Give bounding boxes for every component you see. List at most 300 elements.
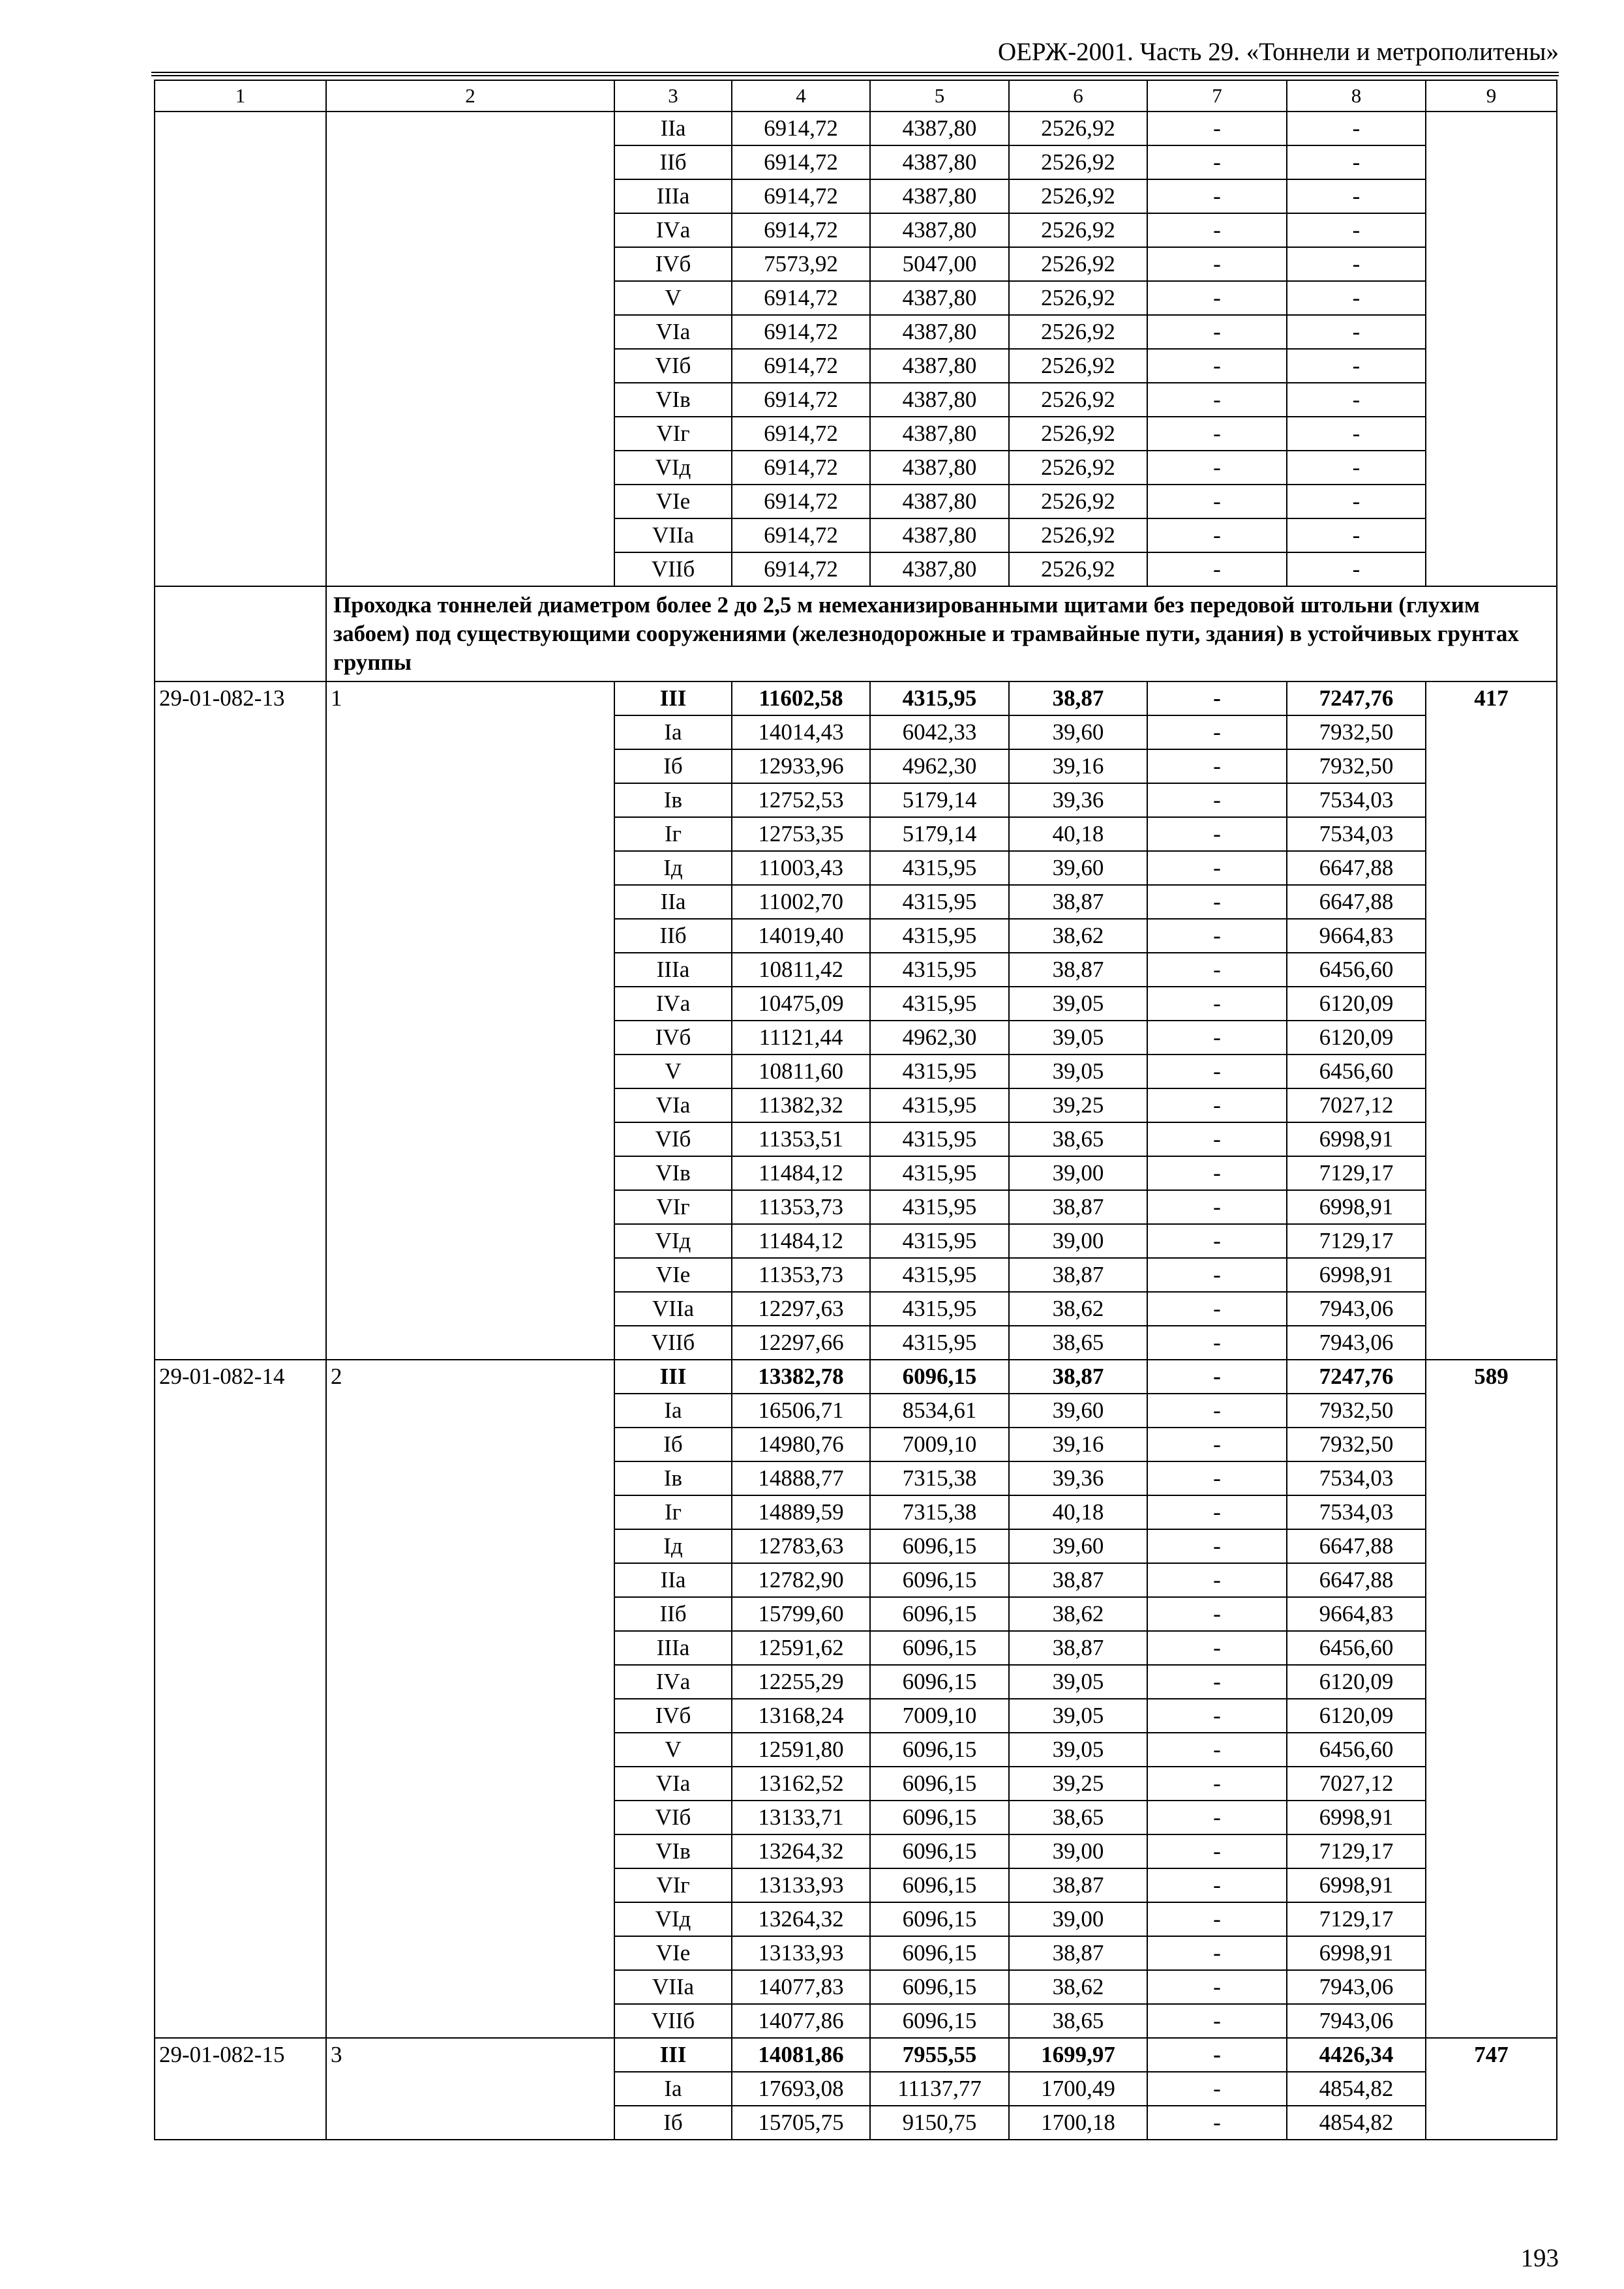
table-cell: -: [1147, 715, 1287, 749]
table-cell: -: [1147, 1970, 1287, 2004]
table-cell: 13162,52: [732, 1767, 870, 1801]
table-cell: 2526,92: [1009, 112, 1147, 145]
rate-code-cell: 29-01-082-13: [155, 681, 326, 1360]
rate-code-cell: 29-01-082-14: [155, 1360, 326, 2038]
table-cell: -: [1147, 247, 1287, 281]
table-row: [155, 112, 1557, 145]
table-cell: 12591,62: [732, 1631, 870, 1665]
table-cell: 9664,83: [1287, 1597, 1426, 1631]
unit-cell: 417: [1426, 681, 1557, 1360]
table-cell: 4854,82: [1287, 2106, 1426, 2140]
table-cell: -: [1147, 1360, 1287, 1394]
table-cell: -: [1147, 1292, 1287, 1326]
table-cell: Iг: [614, 1495, 732, 1529]
table-cell: 4315,95: [870, 1224, 1009, 1258]
table-cell: -: [1147, 1326, 1287, 1360]
table-cell: IIа: [614, 885, 732, 919]
table-cell: 17693,08: [732, 2072, 870, 2106]
table-cell: Iб: [614, 2106, 732, 2140]
table-cell: 6914,72: [732, 451, 870, 485]
table-cell: 4315,95: [870, 1156, 1009, 1190]
table-cell: 16506,71: [732, 1394, 870, 1428]
table-cell: 4315,95: [870, 1088, 1009, 1122]
table-cell: 39,60: [1009, 1394, 1147, 1428]
table-cell: VIIа: [614, 1970, 732, 2004]
table-cell: 5179,14: [870, 817, 1009, 851]
table-cell: 11353,73: [732, 1190, 870, 1224]
table-cell: VIIа: [614, 518, 732, 552]
table-cell: 7943,06: [1287, 1326, 1426, 1360]
table-cell: 2526,92: [1009, 485, 1147, 518]
table-cell: III: [614, 681, 732, 715]
table-cell: 6647,88: [1287, 1563, 1426, 1597]
unit-cell: 747: [1426, 2038, 1557, 2140]
table-cell: 6914,72: [732, 179, 870, 213]
table-cell: 38,87: [1009, 1360, 1147, 1394]
table-cell: III: [614, 1360, 732, 1394]
table-cell: -: [1147, 112, 1287, 145]
table-cell: -: [1287, 145, 1426, 179]
table-cell: 4962,30: [870, 1021, 1009, 1055]
table-cell: -: [1147, 681, 1287, 715]
table-cell: 8534,61: [870, 1394, 1009, 1428]
table-cell: 7129,17: [1287, 1224, 1426, 1258]
table-cell: -: [1147, 919, 1287, 953]
table-cell: 4387,80: [870, 451, 1009, 485]
table-cell: 38,65: [1009, 1122, 1147, 1156]
table-cell: 7534,03: [1287, 783, 1426, 817]
table-cell: 40,18: [1009, 817, 1147, 851]
table-cell: -: [1287, 112, 1426, 145]
table-cell: 6042,33: [870, 715, 1009, 749]
table-cell: -: [1287, 451, 1426, 485]
table-cell: -: [1147, 518, 1287, 552]
table-cell: 10811,42: [732, 953, 870, 987]
code-cell: [155, 112, 326, 586]
table-cell: 11484,12: [732, 1224, 870, 1258]
table-cell: VIв: [614, 1156, 732, 1190]
table-cell: 7932,50: [1287, 1394, 1426, 1428]
table-cell: 14077,83: [732, 1970, 870, 2004]
table-cell: VIе: [614, 485, 732, 518]
table-cell: -: [1147, 1936, 1287, 1970]
table-cell: -: [1147, 1529, 1287, 1563]
table-cell: -: [1147, 1902, 1287, 1936]
table-cell: -: [1147, 885, 1287, 919]
table-cell: 39,25: [1009, 1088, 1147, 1122]
table-cell: 6998,91: [1287, 1258, 1426, 1292]
table-cell: -: [1147, 817, 1287, 851]
table-cell: -: [1147, 485, 1287, 518]
table-cell: 14019,40: [732, 919, 870, 953]
table-cell: 6096,15: [870, 1801, 1009, 1834]
table-cell: 4387,80: [870, 349, 1009, 383]
table-cell: 12297,63: [732, 1292, 870, 1326]
table-cell: 13133,93: [732, 1868, 870, 1902]
table-cell: -: [1147, 2072, 1287, 2106]
table-cell: 15705,75: [732, 2106, 870, 2140]
table-cell: 6096,15: [870, 1360, 1009, 1394]
table-cell: 6647,88: [1287, 851, 1426, 885]
table-cell: 5179,14: [870, 783, 1009, 817]
table-cell: V: [614, 1055, 732, 1088]
table-cell: 14980,76: [732, 1428, 870, 1461]
table-cell: Iа: [614, 2072, 732, 2106]
table-cell: 6120,09: [1287, 987, 1426, 1021]
table-cell: 12591,80: [732, 1733, 870, 1767]
table-cell: IIIа: [614, 953, 732, 987]
table-cell: 4315,95: [870, 1292, 1009, 1326]
table-cell: -: [1147, 1665, 1287, 1699]
table-cell: 7009,10: [870, 1699, 1009, 1733]
table-cell: 6120,09: [1287, 1699, 1426, 1733]
header-rule: [151, 72, 1559, 76]
table-cell: 4315,95: [870, 1190, 1009, 1224]
table-cell: 6096,15: [870, 1936, 1009, 1970]
table-cell: VIб: [614, 1801, 732, 1834]
table-cell: 7247,76: [1287, 1360, 1426, 1394]
table-row: [155, 2038, 1557, 2072]
table-cell: 2526,92: [1009, 179, 1147, 213]
table-cell: -: [1287, 247, 1426, 281]
table-cell: -: [1147, 417, 1287, 451]
table-cell: -: [1147, 451, 1287, 485]
table-cell: -: [1147, 1428, 1287, 1461]
table-cell: 38,62: [1009, 1970, 1147, 2004]
table-cell: -: [1147, 1767, 1287, 1801]
table-cell: -: [1147, 213, 1287, 247]
table-cell: 39,36: [1009, 1461, 1147, 1495]
table-cell: VIд: [614, 1902, 732, 1936]
table-cell: 4315,95: [870, 851, 1009, 885]
table-cell: 4387,80: [870, 417, 1009, 451]
table-cell: -: [1287, 179, 1426, 213]
table-cell: 7247,76: [1287, 681, 1426, 715]
table-cell: -: [1147, 315, 1287, 349]
table-cell: VIа: [614, 1088, 732, 1122]
table-cell: -: [1147, 953, 1287, 987]
table-cell: -: [1147, 1258, 1287, 1292]
table-cell: 6914,72: [732, 145, 870, 179]
table-cell: 7932,50: [1287, 715, 1426, 749]
table-cell: IIIа: [614, 1631, 732, 1665]
table-cell: 4315,95: [870, 681, 1009, 715]
unit-cell: [1426, 112, 1557, 586]
table-cell: 4387,80: [870, 112, 1009, 145]
table-cell: -: [1147, 1088, 1287, 1122]
table-cell: VIд: [614, 451, 732, 485]
table-cell: 7943,06: [1287, 1970, 1426, 2004]
column-number-cell: 1: [155, 80, 326, 112]
table-cell: VIг: [614, 417, 732, 451]
table-cell: 2526,92: [1009, 145, 1147, 179]
table-cell: 6096,15: [870, 1902, 1009, 1936]
table-cell: 6914,72: [732, 552, 870, 586]
table-cell: -: [1147, 552, 1287, 586]
table-cell: 6096,15: [870, 1631, 1009, 1665]
table-cell: -: [1147, 281, 1287, 315]
name-cell: 1: [326, 681, 614, 1360]
table-cell: -: [1147, 2004, 1287, 2038]
table-cell: 7573,92: [732, 247, 870, 281]
table-cell: 1700,18: [1009, 2106, 1147, 2140]
table-cell: 4315,95: [870, 1258, 1009, 1292]
table-cell: -: [1147, 145, 1287, 179]
table-cell: VIв: [614, 383, 732, 417]
rate-code-cell: 29-01-082-15: [155, 2038, 326, 2140]
table-cell: 12297,66: [732, 1326, 870, 1360]
table-cell: 11121,44: [732, 1021, 870, 1055]
table-cell: 11137,77: [870, 2072, 1009, 2106]
table-cell: 38,87: [1009, 1258, 1147, 1292]
table-cell: [155, 586, 326, 681]
table-cell: 7315,38: [870, 1461, 1009, 1495]
table-cell: IIб: [614, 145, 732, 179]
document-header: ОЕРЖ-2001. Часть 29. «Тоннели и метрополитены»: [997, 38, 1559, 66]
table-cell: 39,05: [1009, 1665, 1147, 1699]
table-cell: -: [1147, 1801, 1287, 1834]
table-cell: -: [1147, 1563, 1287, 1597]
table-cell: -: [1147, 1597, 1287, 1631]
table-cell: 6914,72: [732, 485, 870, 518]
table-cell: 38,87: [1009, 885, 1147, 919]
table-cell: 6998,91: [1287, 1868, 1426, 1902]
table-row: [155, 681, 1557, 715]
table-cell: 39,60: [1009, 715, 1147, 749]
table-cell: 4315,95: [870, 885, 1009, 919]
table-cell: 39,05: [1009, 987, 1147, 1021]
table-cell: -: [1147, 1733, 1287, 1767]
table-cell: 39,60: [1009, 1529, 1147, 1563]
table-cell: 12752,53: [732, 783, 870, 817]
table-cell: 7534,03: [1287, 1495, 1426, 1529]
table-cell: 2526,92: [1009, 451, 1147, 485]
table-cell: 6914,72: [732, 518, 870, 552]
table-cell: 38,87: [1009, 953, 1147, 987]
table-cell: 38,62: [1009, 919, 1147, 953]
table-cell: 39,00: [1009, 1156, 1147, 1190]
table-cell: 38,65: [1009, 1801, 1147, 1834]
table-cell: 4315,95: [870, 1122, 1009, 1156]
table-cell: 39,05: [1009, 1055, 1147, 1088]
table-cell: 12782,90: [732, 1563, 870, 1597]
table-cell: 14014,43: [732, 715, 870, 749]
table-cell: VIв: [614, 1834, 732, 1868]
table-cell: VIIб: [614, 2004, 732, 2038]
table-cell: 2526,92: [1009, 213, 1147, 247]
column-number-cell: 6: [1009, 80, 1147, 112]
table-cell: 4854,82: [1287, 2072, 1426, 2106]
table-cell: 39,05: [1009, 1699, 1147, 1733]
table-cell: Iв: [614, 783, 732, 817]
table-cell: 4387,80: [870, 383, 1009, 417]
table-cell: 11003,43: [732, 851, 870, 885]
table-cell: 13133,71: [732, 1801, 870, 1834]
table-cell: 4387,80: [870, 213, 1009, 247]
table-cell: 38,87: [1009, 1868, 1147, 1902]
table-cell: 2526,92: [1009, 383, 1147, 417]
table-cell: 7315,38: [870, 1495, 1009, 1529]
table-cell: 9150,75: [870, 2106, 1009, 2140]
table-cell: 6096,15: [870, 2004, 1009, 2038]
table-cell: 39,00: [1009, 1902, 1147, 1936]
table-cell: -: [1287, 485, 1426, 518]
table-cell: 6456,60: [1287, 1631, 1426, 1665]
table-cell: VIе: [614, 1258, 732, 1292]
table-cell: 7129,17: [1287, 1834, 1426, 1868]
table-cell: -: [1147, 749, 1287, 783]
table-cell: -: [1147, 2038, 1287, 2072]
table-cell: 13264,32: [732, 1834, 870, 1868]
table-cell: 4387,80: [870, 485, 1009, 518]
table-cell: -: [1147, 1834, 1287, 1868]
table-cell: -: [1287, 349, 1426, 383]
table-cell: 4315,95: [870, 953, 1009, 987]
name-cell: [326, 112, 614, 586]
table-cell: 11353,51: [732, 1122, 870, 1156]
table-cell: 6096,15: [870, 1563, 1009, 1597]
column-number-cell: 4: [732, 80, 870, 112]
table-cell: IIIа: [614, 179, 732, 213]
table-cell: V: [614, 281, 732, 315]
table-cell: 7534,03: [1287, 817, 1426, 851]
table-cell: 11002,70: [732, 885, 870, 919]
table-cell: 4315,95: [870, 919, 1009, 953]
table-cell: IIа: [614, 1563, 732, 1597]
column-number-cell: 9: [1426, 80, 1557, 112]
table-cell: 6456,60: [1287, 1733, 1426, 1767]
table-cell: -: [1147, 1868, 1287, 1902]
table-cell: 38,65: [1009, 1326, 1147, 1360]
table-cell: VIа: [614, 315, 732, 349]
table-cell: 1700,49: [1009, 2072, 1147, 2106]
table-cell: 6096,15: [870, 1767, 1009, 1801]
table-cell: 7129,17: [1287, 1156, 1426, 1190]
table-cell: 4426,34: [1287, 2038, 1426, 2072]
table-cell: -: [1147, 1495, 1287, 1529]
table-cell: 6914,72: [732, 112, 870, 145]
table-cell: 4315,95: [870, 987, 1009, 1021]
table-cell: IVб: [614, 1021, 732, 1055]
table-cell: V: [614, 1733, 732, 1767]
table-cell: 7955,55: [870, 2038, 1009, 2072]
table-cell: -: [1287, 417, 1426, 451]
table-cell: 6096,15: [870, 1868, 1009, 1902]
table-cell: 6914,72: [732, 315, 870, 349]
table-cell: 39,60: [1009, 851, 1147, 885]
unit-cell: 589: [1426, 1360, 1557, 2038]
table-cell: -: [1147, 1224, 1287, 1258]
table-cell: 7943,06: [1287, 1292, 1426, 1326]
table-cell: Iб: [614, 749, 732, 783]
table-cell: -: [1287, 213, 1426, 247]
table-cell: IVб: [614, 247, 732, 281]
table-cell: 39,25: [1009, 1767, 1147, 1801]
table-cell: 4315,95: [870, 1055, 1009, 1088]
table-cell: 13133,93: [732, 1936, 870, 1970]
table-cell: 14889,59: [732, 1495, 870, 1529]
table-cell: Iб: [614, 1428, 732, 1461]
table-cell: -: [1147, 1461, 1287, 1495]
table-cell: IVб: [614, 1699, 732, 1733]
table-cell: 39,16: [1009, 1428, 1147, 1461]
table-cell: 38,87: [1009, 1190, 1147, 1224]
name-cell: 2: [326, 1360, 614, 2038]
table-cell: -: [1287, 315, 1426, 349]
table-cell: 2526,92: [1009, 349, 1147, 383]
table-cell: 9664,83: [1287, 919, 1426, 953]
table-cell: 4387,80: [870, 552, 1009, 586]
table-cell: -: [1147, 1021, 1287, 1055]
table-cell: VIг: [614, 1868, 732, 1902]
table-cell: IIб: [614, 1597, 732, 1631]
column-number-cell: 5: [870, 80, 1009, 112]
table-cell: IIа: [614, 112, 732, 145]
table-cell: 1699,97: [1009, 2038, 1147, 2072]
column-number-cell: 2: [326, 80, 614, 112]
table-cell: 14888,77: [732, 1461, 870, 1495]
table-cell: 6647,88: [1287, 1529, 1426, 1563]
table-cell: 2526,92: [1009, 281, 1147, 315]
table-cell: 2526,92: [1009, 417, 1147, 451]
table-cell: 38,87: [1009, 1631, 1147, 1665]
table-cell: Iд: [614, 1529, 732, 1563]
table-cell: 6456,60: [1287, 1055, 1426, 1088]
table-cell: 10811,60: [732, 1055, 870, 1088]
table-cell: 7129,17: [1287, 1902, 1426, 1936]
table-cell: 38,87: [1009, 681, 1147, 715]
table-cell: 39,05: [1009, 1021, 1147, 1055]
table-cell: 12933,96: [732, 749, 870, 783]
table-cell: VIе: [614, 1936, 732, 1970]
table-cell: -: [1147, 783, 1287, 817]
table-cell: 38,62: [1009, 1292, 1147, 1326]
table-cell: -: [1147, 179, 1287, 213]
table-cell: 12255,29: [732, 1665, 870, 1699]
table-cell: 12783,63: [732, 1529, 870, 1563]
table-cell: 39,36: [1009, 783, 1147, 817]
table-cell: Iа: [614, 715, 732, 749]
table-cell: 38,87: [1009, 1563, 1147, 1597]
table-cell: 6998,91: [1287, 1801, 1426, 1834]
table-cell: 6647,88: [1287, 885, 1426, 919]
table-row: [155, 1360, 1557, 1394]
table-cell: VIб: [614, 349, 732, 383]
table-cell: 6998,91: [1287, 1122, 1426, 1156]
table-cell: 4315,95: [870, 1326, 1009, 1360]
table-cell: 6096,15: [870, 1597, 1009, 1631]
table-cell: -: [1147, 383, 1287, 417]
column-number-row: [155, 80, 1557, 112]
table-cell: 7027,12: [1287, 1088, 1426, 1122]
table-cell: 14081,86: [732, 2038, 870, 2072]
table-cell: -: [1147, 1122, 1287, 1156]
table-cell: 4962,30: [870, 749, 1009, 783]
table-cell: -: [1147, 1699, 1287, 1733]
table-cell: 6096,15: [870, 1970, 1009, 2004]
table-cell: 11382,32: [732, 1088, 870, 1122]
table-cell: 4387,80: [870, 179, 1009, 213]
table-body: [155, 80, 1557, 2140]
table-cell: -: [1147, 851, 1287, 885]
table-cell: 6914,72: [732, 417, 870, 451]
table-cell: 38,87: [1009, 1936, 1147, 1970]
table-cell: 7534,03: [1287, 1461, 1426, 1495]
table-cell: 4387,80: [870, 315, 1009, 349]
table-cell: -: [1147, 349, 1287, 383]
table-cell: -: [1147, 1631, 1287, 1665]
table-cell: IVа: [614, 213, 732, 247]
